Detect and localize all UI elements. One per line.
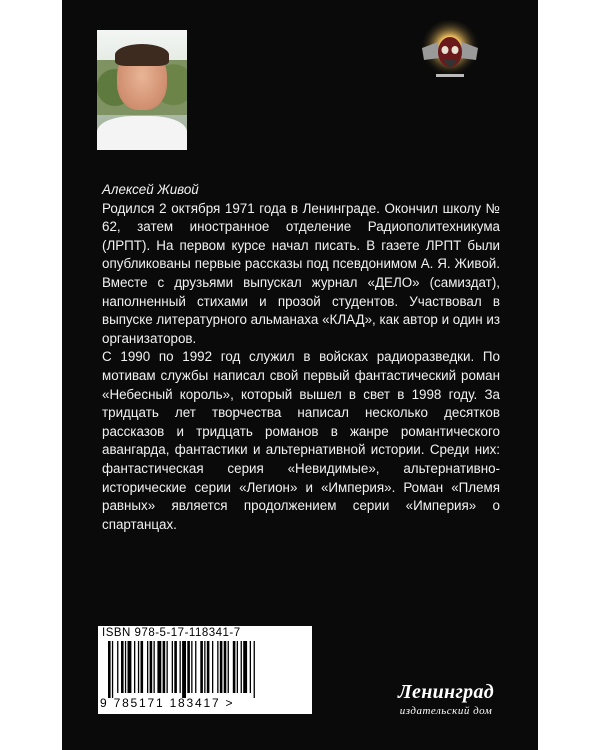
author-name: Алексей Живой bbox=[102, 182, 199, 197]
back-cover bbox=[62, 0, 538, 750]
series-logo-icon bbox=[410, 18, 490, 88]
publisher-subtitle: издательский дом bbox=[399, 705, 493, 717]
bio-paragraph: С 1990 по 1992 год служил в войсках радиоразведки. По мотивам службы написал свой первый фантастический роман «Небесный король», который вышел в свет в 1998 году. За тридцать лет творчества написал несколько десятков рассказов и тридцать романов в жанре романтического авангарда, фантастики и альтернативной истории. Среди них: фантастическая серия «Невидимые», альтернативно-исторические серии «Легион» и «Империя». Роман «Племя равных» является продолжением серии «Империя» о спартанцах. bbox=[102, 349, 500, 532]
publisher-name: Ленинград bbox=[398, 681, 494, 703]
isbn-digits: 9 785171 183417 > bbox=[100, 696, 235, 710]
author-bio-block bbox=[102, 181, 500, 534]
isbn-barcode bbox=[98, 626, 312, 714]
publisher-logo bbox=[382, 681, 510, 723]
barcode-icon bbox=[108, 641, 302, 698]
isbn-label: ISBN 978-5-17-118341-7 bbox=[102, 627, 241, 639]
bio-paragraph: Родился 2 октября 1971 года в Ленинграде. Окончил школу № 62, затем иностранное отделение Радиополитехникума (ЛРПТ). На первом курсе начал писать. В газете ЛРПТ были опубликованы первые рассказы под псевдонимом А. Я. Живой. Вместе с друзьями выпускал журнал «ДЕЛО» (самиздат), наполненный стихами и прозой студентов. Участвовал в выпуске литературного альманаха «КЛАД», как автор и один из организаторов. bbox=[102, 200, 500, 346]
author-photo bbox=[97, 30, 187, 150]
